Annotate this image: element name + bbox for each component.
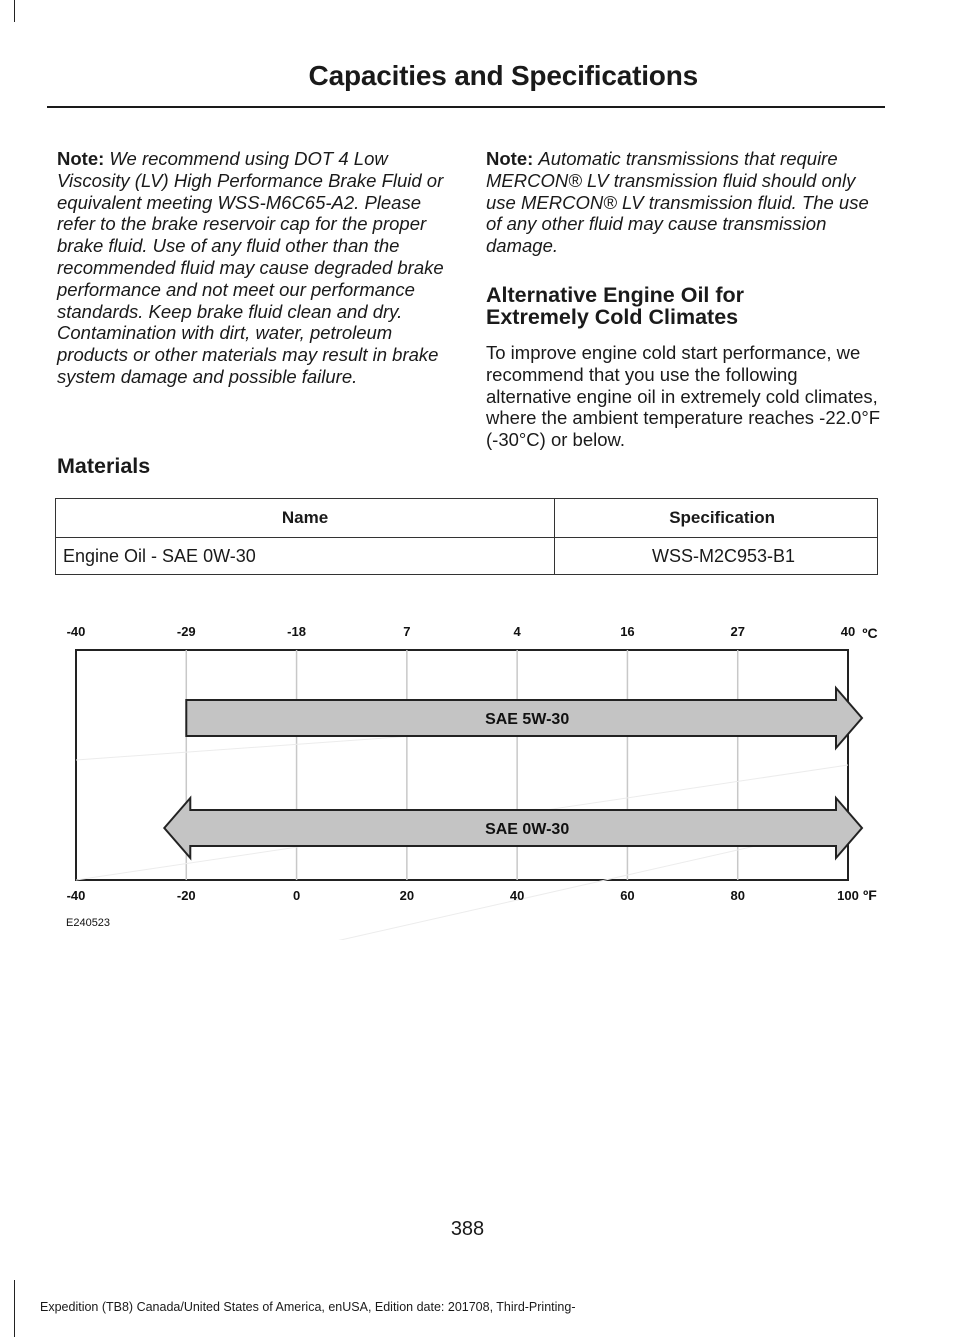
oil-viscosity-chart (40, 610, 890, 940)
alt-oil-heading-line2: Extremely Cold Climates (486, 304, 739, 329)
materials-table (55, 498, 878, 575)
brake-fluid-note (57, 148, 449, 388)
note-label: Note: (57, 148, 105, 169)
celsius-tick-label: 27 (730, 624, 745, 639)
figure-id: E240523 (66, 917, 111, 929)
note-text: Automatic transmissions that require MERCON® LV transmission fluid should only use MERCON® LV transmission fluid. The use of any other fluid may cause transmission damage. (486, 148, 869, 257)
fahrenheit-tick-label: 20 (399, 888, 415, 903)
celsius-tick-label: 4 (513, 624, 521, 639)
celsius-tick-label: -40 (66, 624, 86, 639)
fahrenheit-tick-label: 60 (620, 888, 635, 903)
page-number: 388 (450, 1218, 485, 1240)
column-header-name: Name (56, 499, 555, 538)
fahrenheit-tick-label: 80 (730, 888, 745, 903)
fahrenheit-tick-label: 100 (837, 888, 859, 903)
alt-oil-heading-line1: Alternative Engine Oil for (486, 282, 745, 307)
fahrenheit-unit-label: ºF (863, 887, 877, 903)
celsius-tick-label: -18 (287, 624, 306, 639)
crop-mark-top (14, 0, 15, 22)
alt-oil-paragraph: To improve engine cold start performance, we recommend that you use the following alternative engine oil in extremely cold climates, where the ambient temperature reaches -22.0°F (-30°C) or below. (486, 341, 881, 451)
cell-name: Engine Oil - SAE 0W-30 (56, 538, 555, 575)
celsius-tick-label: 40 (840, 624, 856, 639)
celsius-tick-label: 16 (620, 624, 635, 639)
fahrenheit-tick-label: -40 (66, 888, 86, 903)
fahrenheit-tick-label: 0 (292, 888, 301, 903)
transmission-note (486, 148, 882, 257)
series-label: SAE 0W-30 (485, 821, 570, 838)
fahrenheit-tick-label: -20 (176, 888, 196, 903)
crop-mark-bottom (14, 1280, 15, 1337)
celsius-tick-label: -29 (176, 624, 196, 639)
series-label: SAE 5W-30 (485, 711, 570, 728)
materials-heading: Materials (57, 454, 151, 478)
fahrenheit-tick-label: 40 (509, 888, 525, 903)
note-text: We recommend using DOT 4 Low Viscosity (LV) High Performance Brake Fluid or equivalent meeting WSS-M6C65-A2. Please refer to the brake reservoir cap for the proper brake fluid. Use of any fluid other than the recommended fluid may cause degraded brake performance and not meet our performance standards. Keep brake fluid clean and dry. Contamination with dirt, water, petroleum products or other materials may result in brake system damage and possible failure. (57, 148, 444, 387)
alt-oil-heading (486, 284, 882, 328)
column-header-spec: Specification (555, 499, 878, 538)
footer-text: Expedition (TB8) Canada/United States of America, enUSA, Edition date: 201708, Third-Printing- (40, 1300, 576, 1314)
cell-spec: WSS-M2C953-B1 (555, 538, 878, 575)
table-row (56, 538, 878, 575)
note-label: Note: (486, 148, 534, 169)
table-header-row (56, 499, 878, 538)
page-title: Capacities and Specifications (308, 60, 698, 91)
right-column (486, 148, 882, 451)
celsius-tick-label: 7 (403, 624, 411, 639)
title-rule (47, 106, 885, 108)
left-column (57, 148, 449, 388)
celsius-unit-label: ºC (862, 625, 878, 641)
